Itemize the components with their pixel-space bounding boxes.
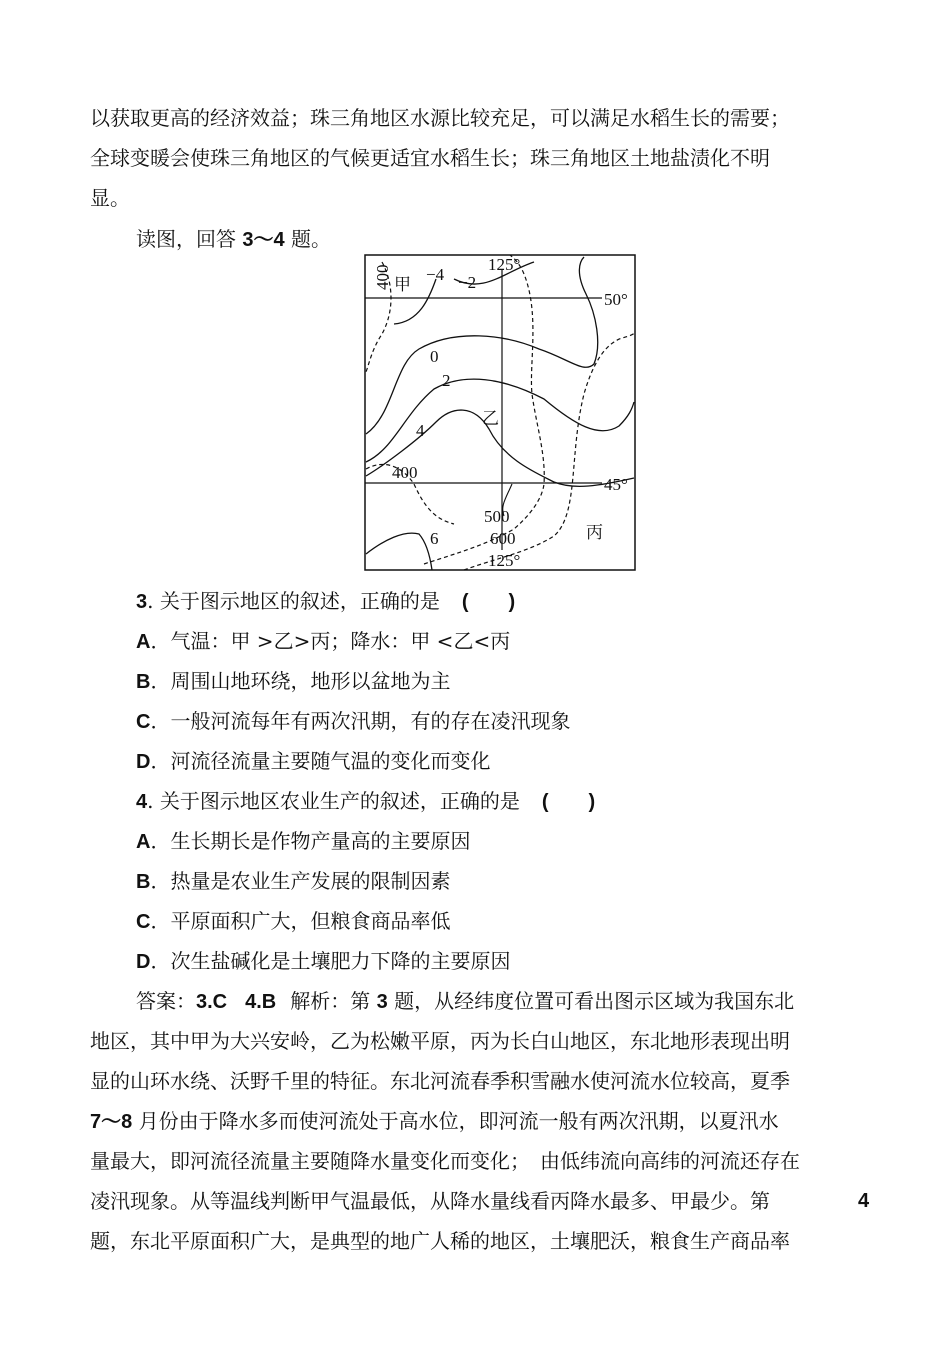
q3-option-a-text: 气温：甲 >乙>丙；降水：甲 <乙<丙 (170, 629, 511, 653)
read-map-prompt (136, 226, 331, 253)
q4-option-d-text: 次生盐碱化是土壤肥力下降的主要原因 (170, 949, 511, 973)
analysis-line-2: 地区，其中甲为大兴安岭，乙为松嫩平原，丙为长白山地区，东北地形表现出明 (90, 1029, 790, 1053)
q4-option-b-letter: B (136, 871, 151, 893)
analysis-line-6: 凌汛现象。从等温线判断甲气温最低，从降水量线看丙降水最多、甲最少。第 (90, 1189, 770, 1213)
isotherm-6 (366, 533, 432, 570)
label-bing: 丙 (586, 523, 603, 543)
answer-line-1 (136, 988, 794, 1015)
analysis-line-1-rest: 题，从经纬度位置可看出图示区域为我国东北 (394, 989, 795, 1013)
label-pre-500: 500 (484, 507, 510, 526)
q3-option-c-letter: C (136, 711, 151, 733)
q3-option-b-text: 周围山地环绕，地形以盆地为主 (170, 669, 451, 693)
q3-option-c: C．一般河流每年有两次汛期，有的存在凌汛现象 (136, 709, 571, 733)
q4-option-b: B．热量是农业生产发展的限制因素 (136, 869, 451, 893)
analysis-q3-number: 3 (376, 991, 388, 1013)
q4-number: 4 (136, 791, 148, 813)
q3-answer-paren: ( ) (461, 591, 516, 613)
q4-stem-text: 关于图示地区农业生产的叙述，正确的是 (159, 789, 520, 813)
q4-option-c-letter: C (136, 911, 151, 933)
q4-stem: 4. 关于图示地区农业生产的叙述，正确的是 ( ) (136, 789, 596, 813)
q4-option-a-text: 生长期长是作物产量高的主要原因 (170, 829, 471, 853)
analysis-line-5: 量最大，即河流径流量主要随降水量变化而变化； 由低纬流向高纬的河流还存在 (90, 1149, 800, 1173)
analysis-line-4-rest: 月份由于降水多而使河流处于高水位，即河流一般有两次汛期，以夏汛水 (138, 1109, 779, 1133)
q4-option-d: D．次生盐碱化是土壤肥力下降的主要原因 (136, 949, 511, 973)
analysis-label: 解析：第 (290, 989, 371, 1013)
intro-line-2: 全球变暖会使珠三角地区的气候更适宜水稻生长；珠三角地区土地盐渍化不明 (90, 146, 770, 170)
label-iso-0: 0 (430, 347, 439, 366)
isotherm-2 (366, 379, 634, 462)
label-iso-minus2: −2 (458, 273, 477, 292)
label-iso-6: 6 (430, 529, 439, 548)
q3-option-a-letter: A (136, 631, 151, 653)
q4-option-c: C．平原面积广大，但粮食商品率低 (136, 909, 451, 933)
q3-option-b: B．周围山地环绕，地形以盆地为主 (136, 669, 451, 693)
analysis-line-7: 题，东北平原面积广大，是典型的地广人稀的地区，土壤肥沃，粮食生产商品率 (90, 1229, 790, 1253)
analysis-line-3: 显的山环水绕、沃野千里的特征。东北河流春季积雪融水使河流水位较高，夏季 (90, 1069, 790, 1093)
label-iso-4: 4 (416, 421, 425, 440)
label-pre-400-top: 400 (373, 264, 392, 290)
intro-line-3: 显。 (90, 186, 130, 210)
prompt-after: 题。 (284, 227, 331, 251)
q4-option-a-letter: A (136, 831, 151, 853)
isoline-map (364, 254, 636, 572)
q3-stem-text: 关于图示地区的叙述，正确的是 (159, 589, 440, 613)
q3-option-d-text: 河流径流量主要随气温的变化而变化 (170, 749, 491, 773)
label-iso-minus4: −4 (426, 265, 445, 284)
label-iso-2: 2 (442, 371, 451, 390)
label-lon-top: 125° (488, 255, 521, 274)
prompt-before: 读图，回答 (136, 227, 243, 251)
q3-option-d: D．河流径流量主要随气温的变化而变化 (136, 749, 491, 773)
label-yi: 乙 (482, 409, 499, 429)
analysis-months: 7～8 (90, 1111, 133, 1133)
intro-line-1: 以获取更高的经济效益；珠三角地区水源比较充足，可以满足水稻生长的需要； (90, 106, 790, 130)
q3-option-d-letter: D (136, 751, 151, 773)
q4-option-c-text: 平原面积广大，但粮食商品率低 (170, 909, 451, 933)
q4-option-b-text: 热量是农业生产发展的限制因素 (170, 869, 451, 893)
q3-option-b-letter: B (136, 671, 151, 693)
q4-option-d-letter: D (136, 951, 151, 973)
q4-option-a: A．生长期长是作物产量高的主要原因 (136, 829, 471, 853)
analysis-line-4 (90, 1108, 779, 1135)
q3-option-c-text: 一般河流每年有两次汛期，有的存在凌汛现象 (170, 709, 571, 733)
analysis-q4-number: 4 (858, 1190, 870, 1212)
q3-number: 3 (136, 591, 148, 613)
label-lat-50: 50° (604, 290, 628, 309)
answer-label: 答案： (136, 989, 196, 1013)
answer-3: 3.C (196, 991, 228, 1013)
label-jia: 甲 (394, 275, 411, 295)
q4-answer-paren: ( ) (541, 791, 596, 813)
answer-4: 4.B (245, 991, 277, 1013)
label-pre-600: 600 (490, 529, 516, 548)
prompt-range: 3～4 (242, 229, 285, 251)
q3-option-a: A．气温：甲 >乙>丙；降水：甲 <乙<丙 (136, 629, 511, 653)
label-lon-bottom: 125° (488, 551, 521, 570)
label-pre-400: 400 (392, 463, 418, 482)
q3-stem: 3. 关于图示地区的叙述，正确的是 ( ) (136, 589, 516, 613)
label-lat-45: 45° (604, 475, 628, 494)
